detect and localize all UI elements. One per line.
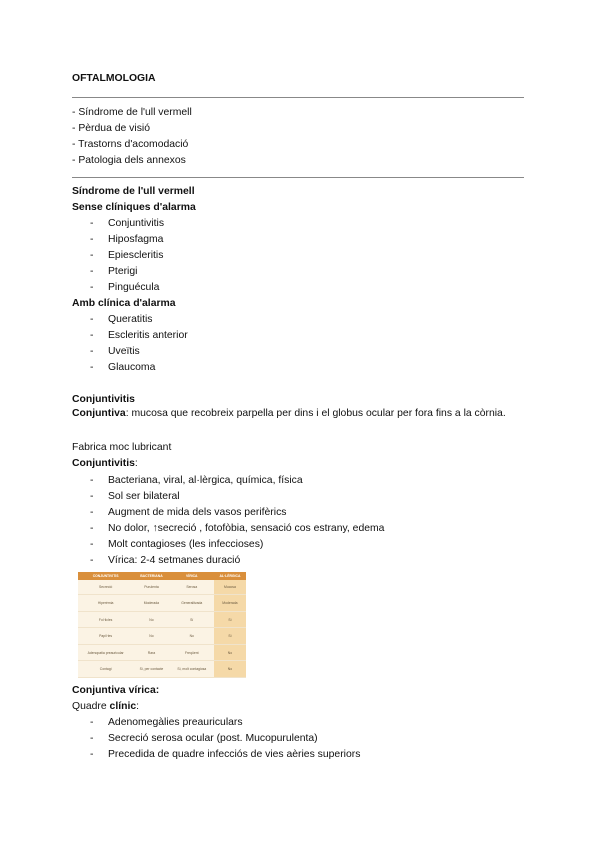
table-cell: Sí xyxy=(214,611,246,628)
conjunctivitis-comparison-table xyxy=(78,572,246,678)
list-item: - Secreció serosa ocular (post. Mucopurulenta) xyxy=(90,733,318,744)
table-cell: Purulenta xyxy=(133,580,169,595)
list-item: - Precedida de quadre infecciós de vies aèries superiors xyxy=(90,749,361,760)
table-header: BACTERIANA xyxy=(133,572,169,580)
list-item: - Conjuntivitis xyxy=(90,218,165,229)
list-item: - Adenomegàlies preauriculars xyxy=(90,717,243,728)
table-cell: Mucosa xyxy=(214,580,246,595)
section-heading: Conjuntiva vírica: xyxy=(72,685,160,696)
list-item: - Bacteriana, viral, al·lèrgica, química, física xyxy=(90,475,303,486)
list-item: - Epiescleritis xyxy=(90,250,164,261)
table-cell: No xyxy=(214,661,246,678)
table-cell: Fol·licles xyxy=(78,611,133,628)
table-cell: Sí xyxy=(170,611,214,628)
table-cell: Contagi xyxy=(78,661,133,678)
table-cell: No xyxy=(133,628,169,645)
table-cell: No xyxy=(214,644,246,661)
subheading: Amb clínica d'alarma xyxy=(72,298,176,309)
list-item: - Pinguécula xyxy=(90,282,160,293)
divider-top xyxy=(72,97,524,98)
list-item: - Queratitis xyxy=(90,314,153,325)
table-cell: Adenopatia preauricular xyxy=(78,644,133,661)
table-cell: Moderada xyxy=(214,595,246,612)
document-title: OFTALMOLOGIA xyxy=(72,73,156,84)
section-heading: Síndrome de l'ull vermell xyxy=(72,186,195,197)
subheading: Quadre clínic: xyxy=(72,701,140,712)
list-item: - Hiposfagma xyxy=(90,234,164,245)
subheading: Sense clíniques d'alarma xyxy=(72,202,196,213)
table-row xyxy=(78,661,246,678)
table-cell: No xyxy=(133,611,169,628)
table-cell: Moderada xyxy=(133,595,169,612)
list-item: - Vírica: 2-4 setmanes duració xyxy=(90,555,241,566)
paragraph: Fabrica moc lubricant xyxy=(72,442,172,453)
table-header-row xyxy=(78,572,246,580)
list-item: - Pterigi xyxy=(90,266,138,277)
table-row xyxy=(78,628,246,645)
table-cell: Hiperèmia xyxy=(78,595,133,612)
table-row xyxy=(78,580,246,595)
subheading: Conjuntivitis: xyxy=(72,458,138,469)
toc-item: - Síndrome de l'ull vermell xyxy=(72,107,192,118)
list-item: - Molt contagioses (les infeccioses) xyxy=(90,539,264,550)
table-cell: Generalitzada xyxy=(170,595,214,612)
list-item: - Escleritis anterior xyxy=(90,330,188,341)
table-row xyxy=(78,644,246,661)
list-item: - Augment de mida dels vasos perifèrics xyxy=(90,507,287,518)
list-item: - No dolor, ↑secreció , fotofòbia, sensació cos estrany, edema xyxy=(90,523,385,534)
table-header: VÍRICA xyxy=(170,572,214,580)
table-cell: No xyxy=(170,628,214,645)
toc-item: - Patologia dels annexos xyxy=(72,155,186,166)
list-item: - Sol ser bilateral xyxy=(90,491,180,502)
table-cell: Papil·les xyxy=(78,628,133,645)
table-cell: Freqüent xyxy=(170,644,214,661)
toc-item: - Trastorns d'acomodació xyxy=(72,139,189,150)
list-item: - Uveïtis xyxy=(90,346,140,357)
table-cell: Serosa xyxy=(170,580,214,595)
table-cell: Sí, per contacte xyxy=(133,661,169,678)
table-cell: Secreció xyxy=(78,580,133,595)
definition-paragraph: Conjuntiva: mucosa que recobreix parpella per dins i el globus ocular per fora fins a la còrnia. xyxy=(72,408,506,419)
list-item: - Glaucoma xyxy=(90,362,156,373)
divider-bottom xyxy=(72,177,524,178)
table-cell: Rara xyxy=(133,644,169,661)
table-row xyxy=(78,595,246,612)
table-cell: Sí xyxy=(214,628,246,645)
table-row xyxy=(78,611,246,628)
section-heading: Conjuntivitis xyxy=(72,394,135,405)
table-header: CONJUNTIVITIS xyxy=(78,572,133,580)
table-cell: Sí, molt contagiosa xyxy=(170,661,214,678)
toc-item: - Pèrdua de visió xyxy=(72,123,150,134)
table-header: AL·LÈRGICA xyxy=(214,572,246,580)
